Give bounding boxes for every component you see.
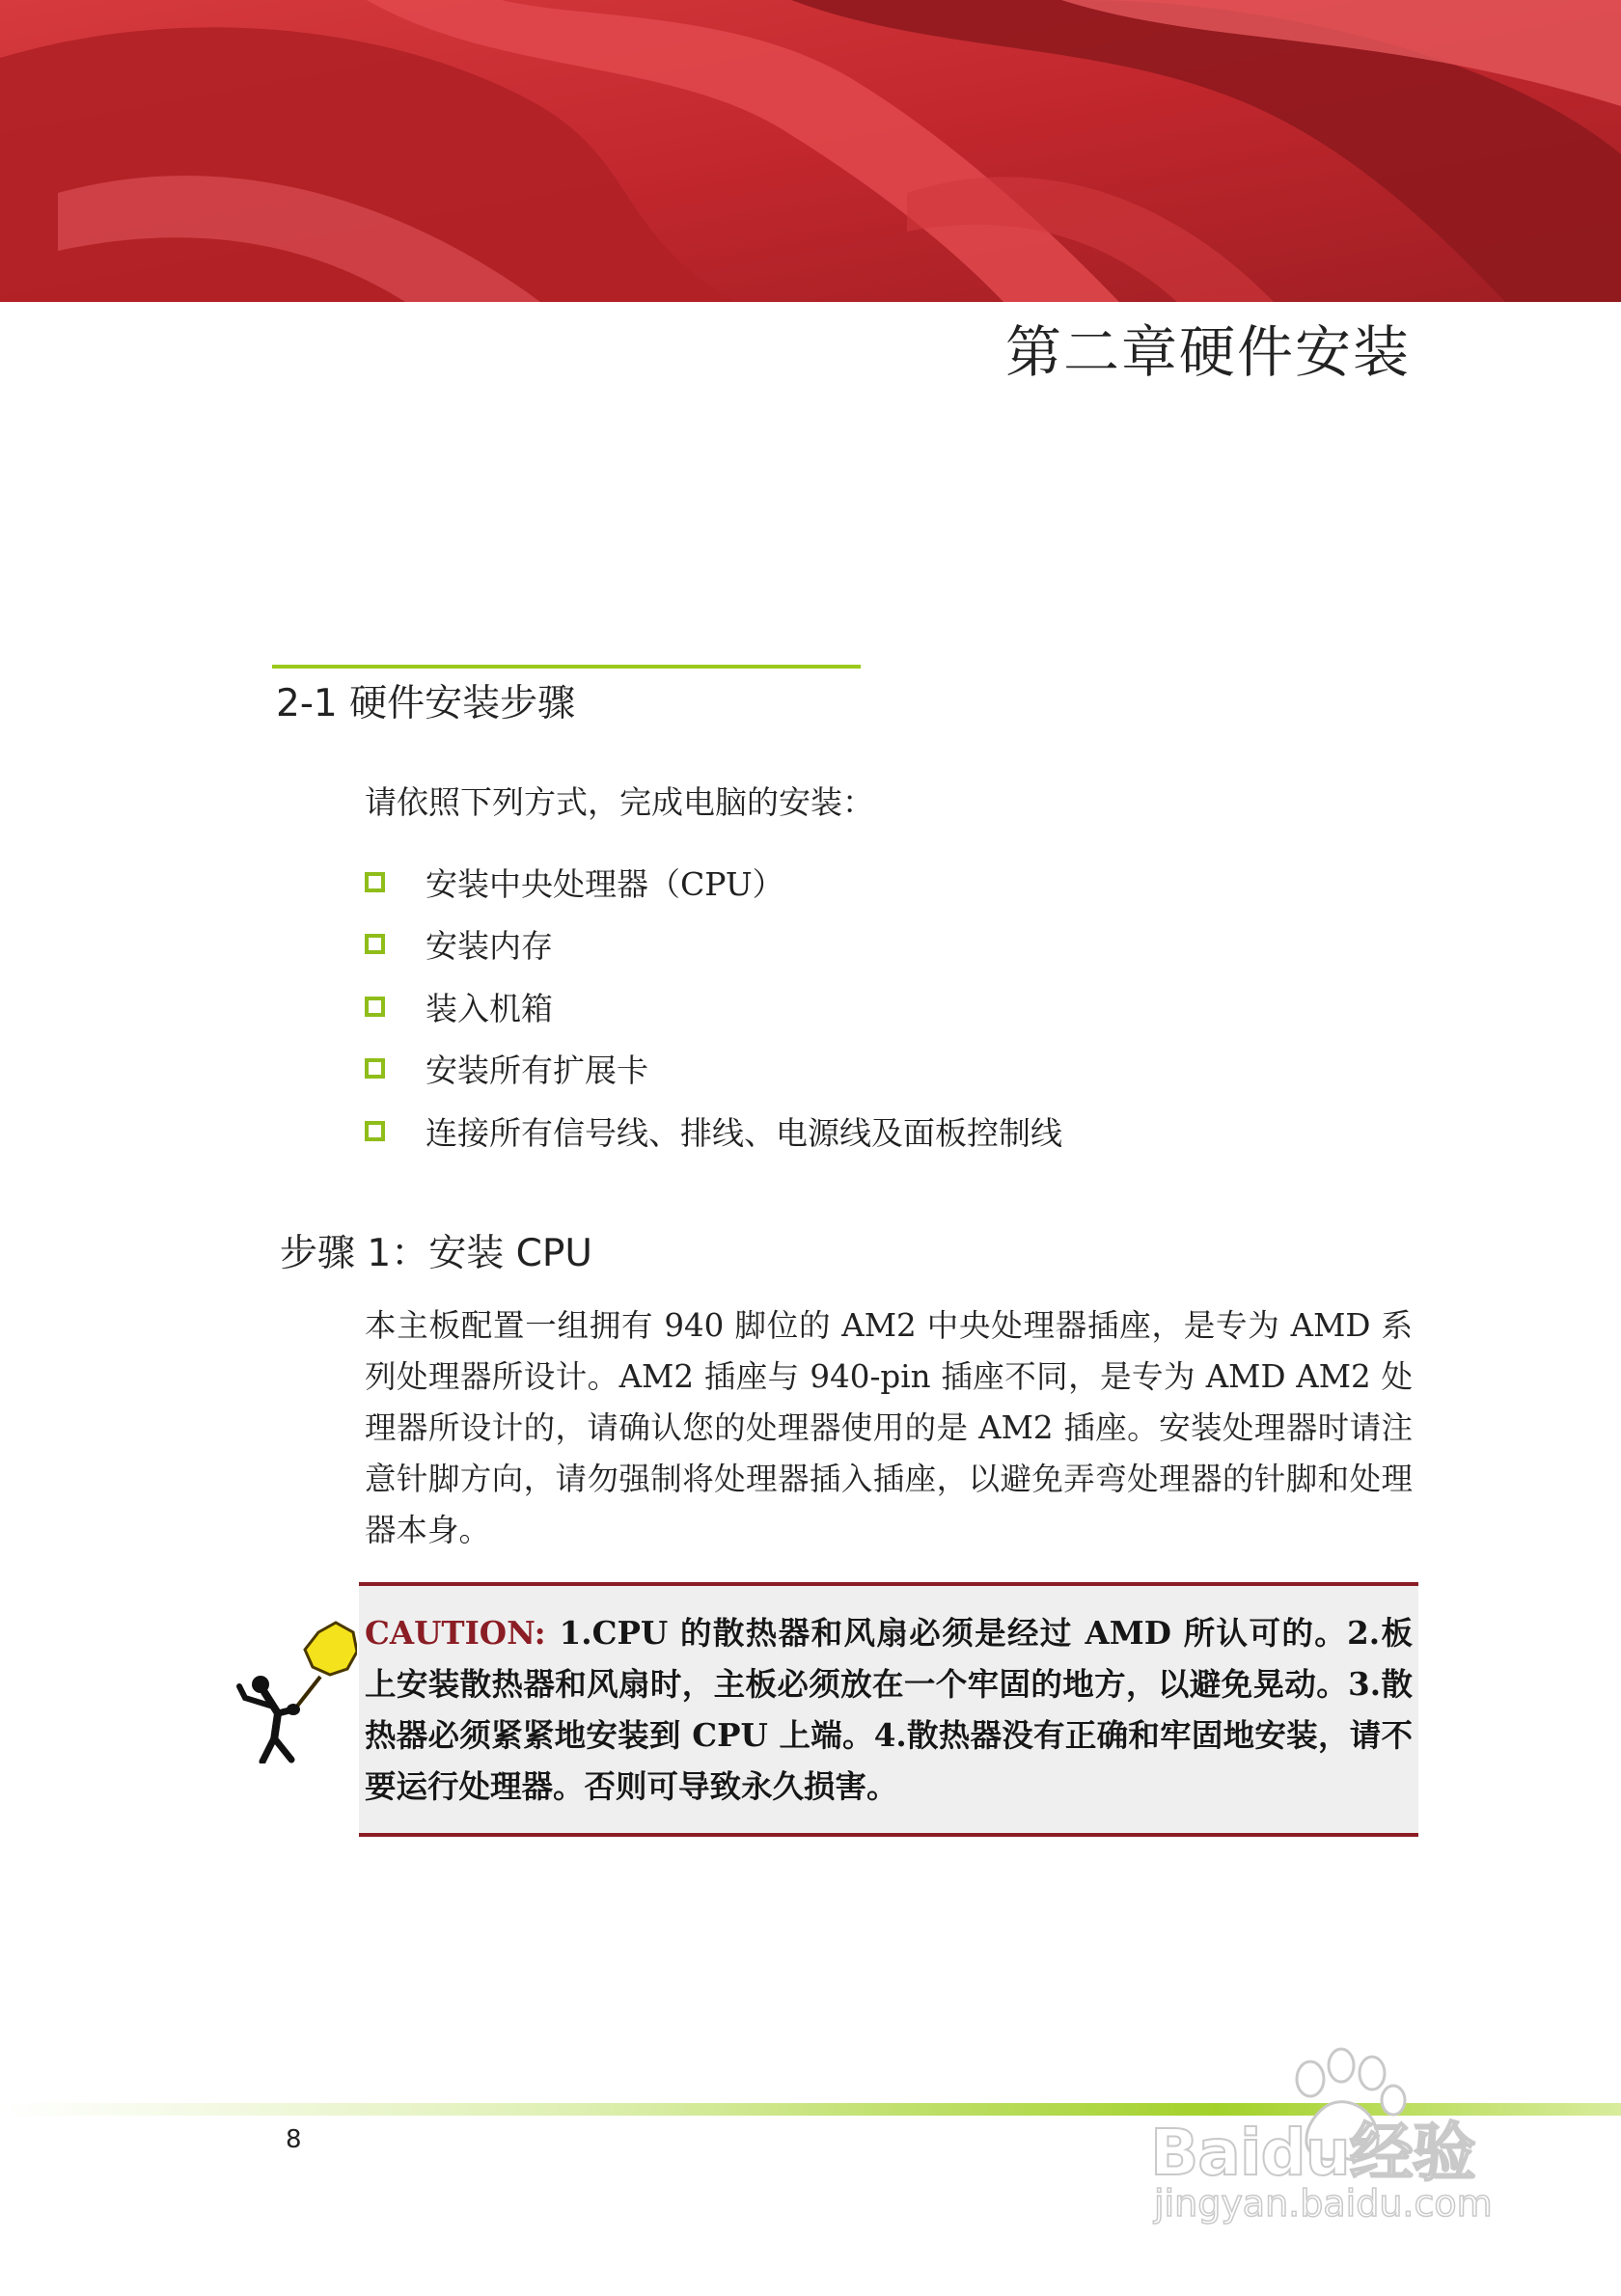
step-label: 安装所有扩展卡 xyxy=(426,1052,648,1090)
caution-text xyxy=(365,1607,1413,1812)
step1-body: 本主板配置一组拥有 940 脚位的 AM2 中央处理器插座，是专为 AMD 系列处理器所设计。AM2 插座与 940-pin 插座不同，是专为 AMD AM2 处理器所设计的，请确认您的处理器使用的是 AM2 插座。安装处理器时请注意针脚方向，请勿强制将处理器插入插座，以避免弄弯处理器的针脚和处理器本身。 xyxy=(365,1307,1413,1548)
checkbox-icon xyxy=(365,997,385,1017)
page-number: 8 xyxy=(286,2125,302,2154)
watermark-brand: Baidu经验 xyxy=(1150,2116,1475,2190)
step-label: 装入机箱 xyxy=(426,989,553,1027)
step1-heading: 步骤 1：安装 CPU xyxy=(280,1232,592,1275)
checkbox-icon xyxy=(365,934,385,954)
step-label: 安装中央处理器（CPU） xyxy=(426,864,784,903)
list-item xyxy=(365,1038,1062,1101)
caution-label: CAUTION: xyxy=(365,1614,546,1652)
list-item xyxy=(365,914,1062,976)
section-divider xyxy=(272,665,861,669)
step-label: 连接所有信号线、排线、电源线及面板控制线 xyxy=(426,1113,1062,1152)
section-heading: 2-1 硬件安装步骤 xyxy=(276,682,576,725)
list-item xyxy=(365,1100,1062,1162)
step-label: 安装内存 xyxy=(426,927,553,966)
list-item xyxy=(365,851,1062,914)
install-steps-list xyxy=(365,851,1062,1162)
watermark-url: jingyan.baidu.com xyxy=(1154,2182,1493,2225)
list-item xyxy=(365,975,1062,1038)
checkbox-icon xyxy=(365,1121,385,1141)
chapter-title: 第二章硬件安装 xyxy=(1004,319,1411,385)
checkbox-icon xyxy=(365,872,385,892)
header-banner xyxy=(0,0,1621,302)
checkbox-icon xyxy=(365,1058,385,1079)
intro-text: 请依照下列方式，完成电脑的安装： xyxy=(365,783,874,821)
stop-sign-figure-icon xyxy=(235,1617,357,1763)
caution-body: 1.CPU 的散热器和风扇必须是经过 AMD 所认可的。2.板上安装散热器和风扇时，主板必须放在一个牢固的地方，以避免晃动。3.散热器必须紧紧地安装到 CPU 上端。4.散热器没有正确和牢固地安装，请不要运行处理器。否则可导致永久损害。 xyxy=(365,1614,1413,1805)
